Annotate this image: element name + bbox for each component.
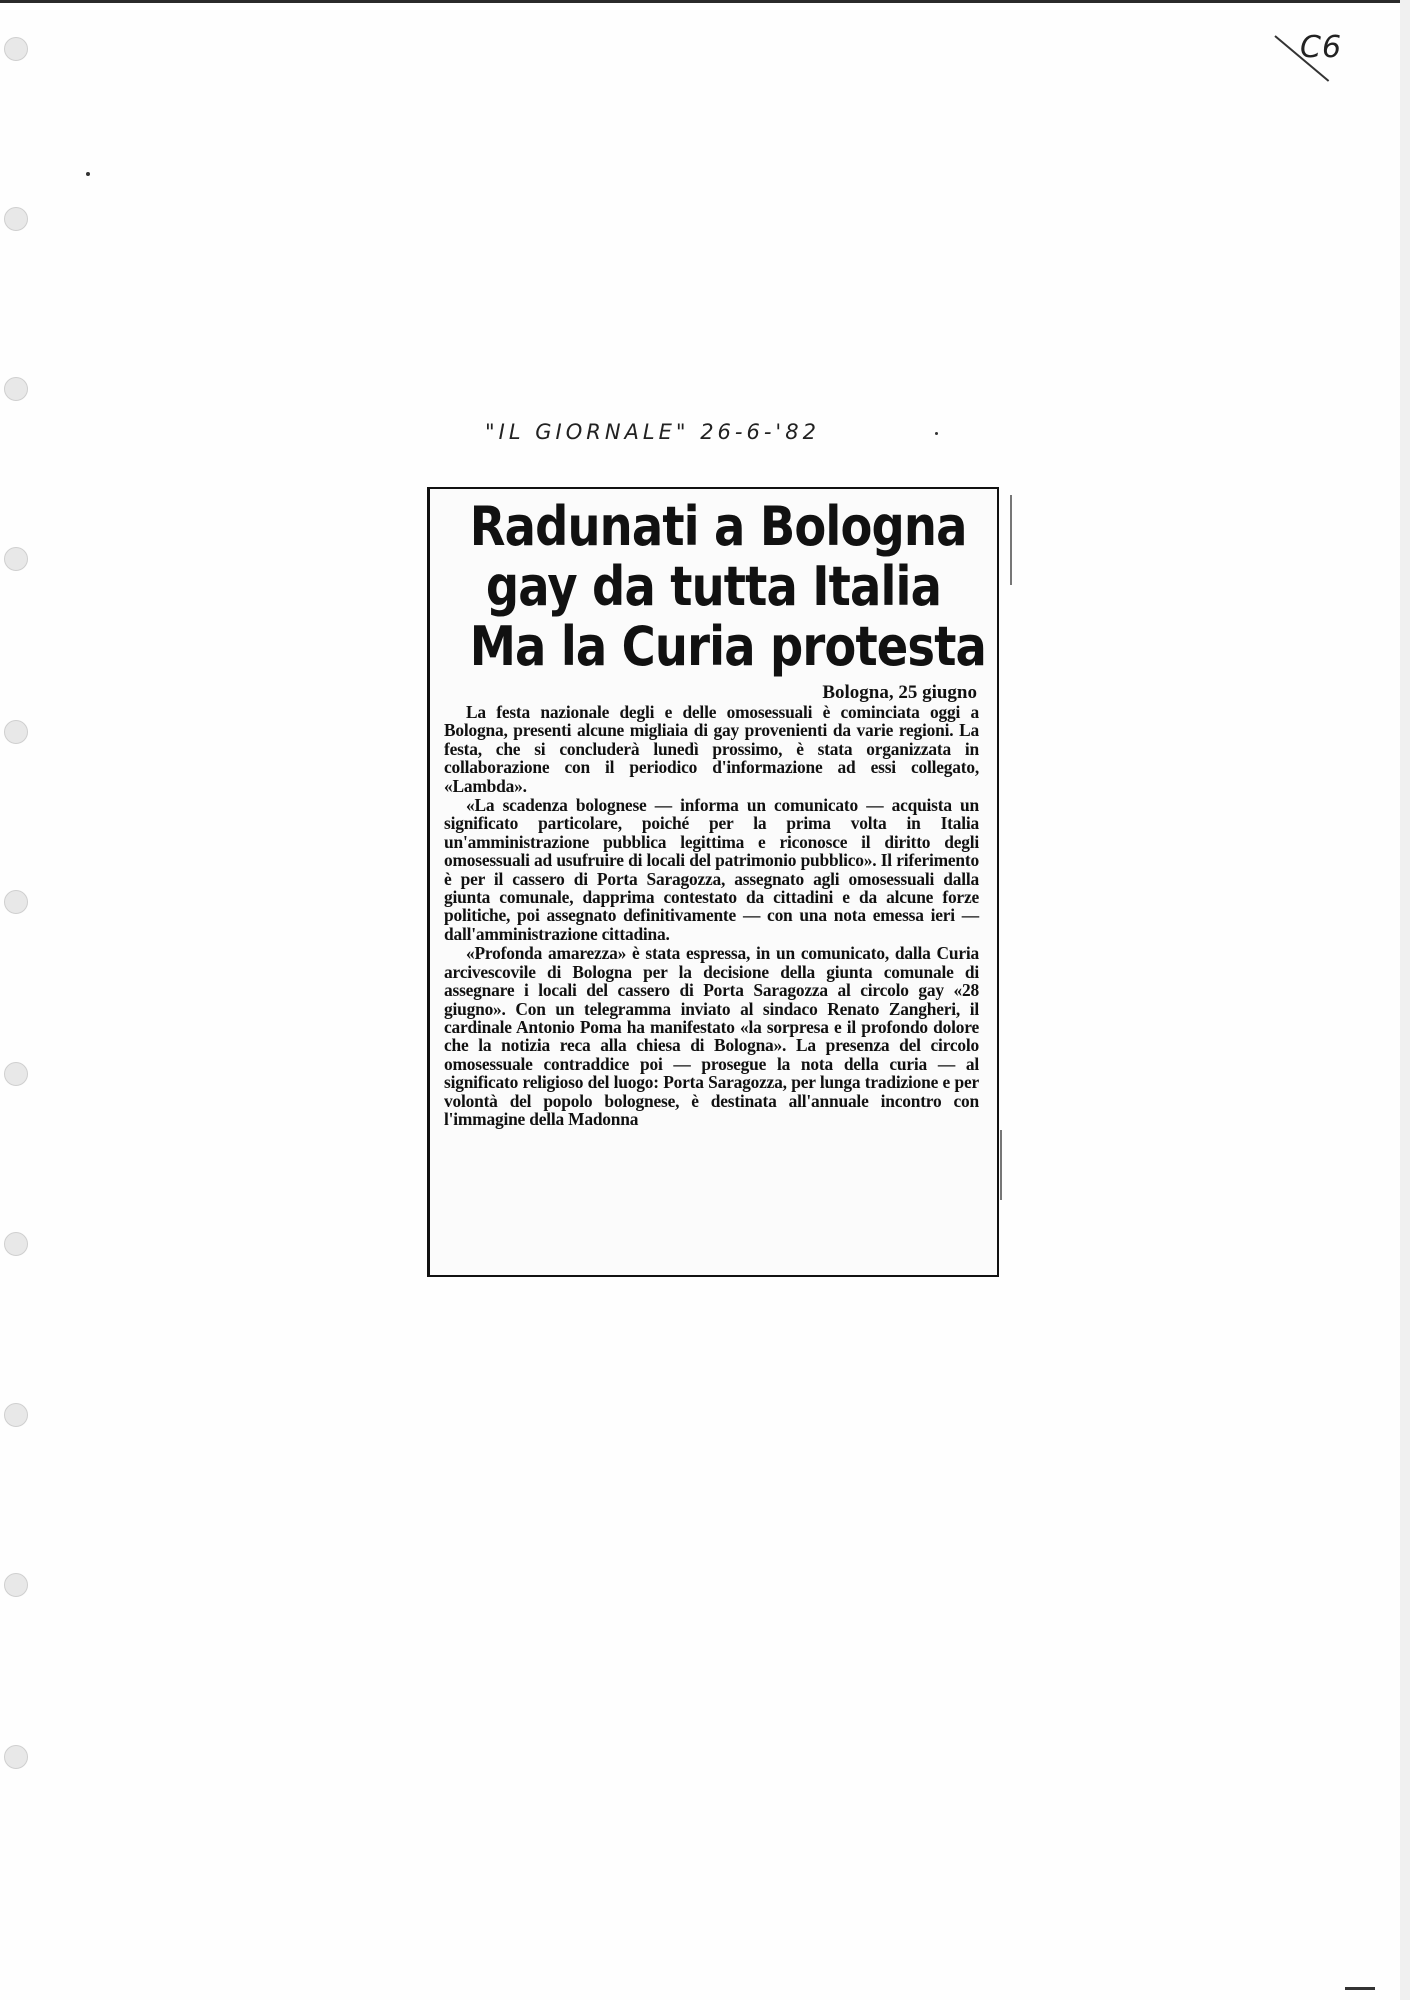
headline-line: Ma la Curia protesta: [469, 615, 987, 678]
article-body: [430, 703, 997, 1128]
punch-hole-icon: [4, 37, 28, 61]
handwritten-source-note: "IL GIORNALE" 26-6-'82: [485, 420, 820, 444]
clipping-edge-mark: [1010, 495, 1012, 585]
ink-speck: [86, 172, 90, 176]
punch-hole-icon: [4, 1232, 28, 1256]
headline-line: gay da tutta Italia: [485, 555, 942, 618]
scan-top-edge: [0, 0, 1400, 3]
punch-hole-icon: [4, 1062, 28, 1086]
clipping-edge-mark: [1000, 1130, 1002, 1200]
article-paragraph: «Profonda amarezza» è stata espressa, in un comunicato, dalla Curia arcivescovile di Bologna per la decisione della giunta comunale di assegnare i locali del cassero di Porta Saragozza al circolo gay «28 giugno». Con un telegramma inviato al sindaco Renato Zangheri, il cardinale Antonio Poma ha manifestato «la sorpresa e il profondo dolore che la notizia reca alla chiesa di Bologna». La presenza del circolo omosessuale contraddice poi — prosegue la nota della curia — al significato religioso del luogo: Porta Saragozza, per lunga tradizione e per volontà del popolo bolognese, è destinata all'annuale incontro con l'immagine della Madonna: [444, 943, 979, 1129]
punch-hole-icon: [4, 720, 28, 744]
punch-hole-icon: [4, 1745, 28, 1769]
article-paragraph: «La scadenza bolognese — informa un comunicato — acquista un significato particolare, poiché per la prima volta in Italia un'amministrazione pubblica legittima e riconosce il diritto degli omosessuali ad usufruire di locali del patrimonio pubblico». Il riferimento è per il cassero di Porta Saragozza, assegnato agli omosessuali dalla giunta comunale, dapprima contestato da cittadini e da alcune forze politiche, poi assegnato definitivamente — con una nota emessa ieri — dall'amministrazione cittadina.: [444, 795, 979, 944]
article-dateline: Bologna, 25 giugno: [822, 682, 977, 703]
handwritten-page-mark: C6: [1300, 30, 1343, 65]
article-paragraph: La festa nazionale degli e delle omosessuali è cominciata oggi a Bologna, presenti alcune migliaia di gay provenienti da varie regioni. La festa, che si concluderà lunedì prossimo, è stata organizzata in collaborazione con il periodico d'informazione ad essi collegato, «Lambda».: [444, 702, 979, 796]
punch-hole-icon: [4, 1573, 28, 1597]
punch-hole-icon: [4, 890, 28, 914]
headline-line: Radunati a Bologna: [469, 495, 967, 558]
newspaper-clipping: [427, 487, 999, 1277]
ink-speck: [935, 432, 938, 435]
article-headline: [469, 495, 987, 678]
punch-hole-icon: [4, 207, 28, 231]
punch-hole-icon: [4, 547, 28, 571]
scan-bottom-mark: [1345, 1987, 1375, 1990]
punch-hole-icon: [4, 377, 28, 401]
punch-hole-icon: [4, 1403, 28, 1427]
scan-right-edge: [1400, 0, 1410, 2000]
